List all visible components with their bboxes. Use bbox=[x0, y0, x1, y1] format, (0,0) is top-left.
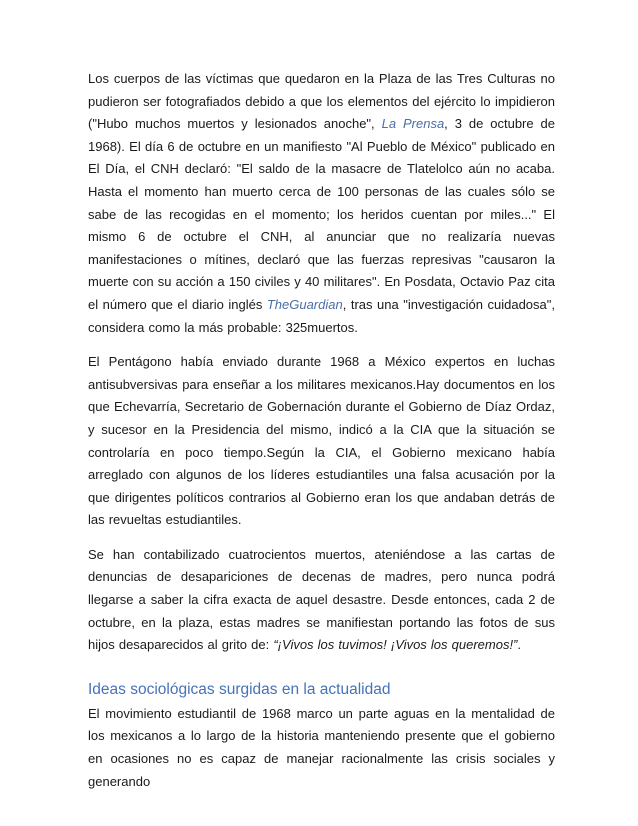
text-segment: , 3 de octubre de 1968). El día 6 de octubre en un manifiesto "Al Pueblo de México" publicado en El Día, el CNH declaró: "El saldo de la masacre de Tlatelolco aún no acaba. Hasta el momento han muerto cerca de 100 personas de las cuales sólo se sabe de las recogidas en el momento; los heridos cuentan por miles..." El mismo 6 de octubre el CNH, al anunciar que no realizaría nuevas manifestaciones o mítines, declaró que las fuerzas represivas "causaron la muerte con su acción a 150 civiles y 40 militares". En Posdata, Octavio Paz cita el número que el diario inglés bbox=[88, 116, 555, 312]
paragraph-section-body: El movimiento estudiantil de 1968 marco un parte aguas en la mentalidad de los mexicanos a lo largo de la historia manteniendo presente que el gobierno en ocasiones no es capaz de manejar racionalmente las crisis sociales y generando bbox=[88, 705, 555, 789]
text-segment: , tras una "investigación cuidadosa", considera como la más probable: 325muertos. bbox=[88, 296, 555, 335]
text-segment: . bbox=[517, 637, 522, 653]
text-segment: Los cuerpos de las víctimas que quedaron en la Plaza de las Tres Culturas no pudieron ser fotografiados debido a que los elementos del ejército lo impidieron ("Hubo muchos muertos y lesionados anoche", bbox=[88, 71, 555, 132]
newspaper-title-la-prensa: La Prensa bbox=[381, 116, 445, 132]
section-heading: Ideas sociológicas surgidas en la actualidad bbox=[88, 680, 391, 698]
paragraph-pentagon bbox=[88, 351, 555, 532]
text-segment: Se han contabilizado cuatrocientos muertos, ateniéndose a las cartas de denuncias de desapariciones de decenas de madres, pero nunca podrá llegarse a saber la cifra exacta de aquel desastre. Desde entonces, cada 2 de octubre, en la plaza, estas madres se manifiestan portando las fotos de sus hijos desaparecidos al grito de: bbox=[88, 546, 555, 653]
paragraph-count bbox=[88, 544, 555, 657]
newspaper-title-theguardian: TheGuardian bbox=[266, 296, 343, 312]
quote-slogan: “¡Vivos los tuvimos! ¡Vivos los queremos!” bbox=[273, 637, 518, 653]
text-segment: El Pentágono había enviado durante 1968 a México expertos en luchas antisubversivas para enseñar a los militares mexicanos.Hay documentos en los que Echevarría, Secretario de Gobernación durante el Gobierno de Díaz Ordaz, y sucesor en la Presidencia del mismo, indicó a la CIA que la situación se controlaría en poco tiempo.Según la CIA, el Gobierno mexicano había arreglado con algunos de los líderes estudiantiles una falsa acusación por la que dirigentes políticos contrarios al Gobierno eran los que andaban detrás de las revueltas estudiantiles. bbox=[88, 354, 555, 528]
paragraph-victims bbox=[88, 68, 555, 339]
